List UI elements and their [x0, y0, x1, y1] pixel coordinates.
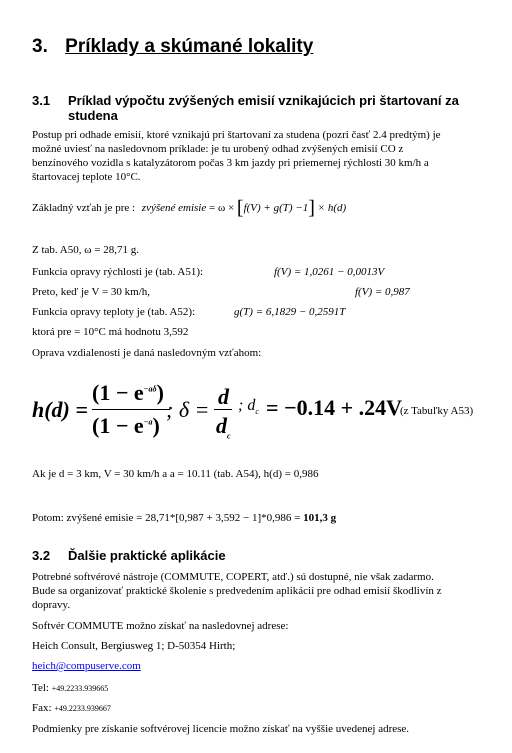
formula-denominator: $(1 - e^{-a})$	[92, 413, 160, 438]
intro-line-3: benzínového vozidla s katalyzátorom počas 3 km jazdy pri priemernej rýchlosti 30 km/h a	[32, 157, 429, 169]
commute-line: Softvér COMMUTE možno získať na nasledovnej adrese:	[32, 620, 289, 632]
speed-value: f(V) = 0,987	[355, 286, 410, 298]
formula-emissions: zvýšené emisie	[141, 202, 207, 214]
formula-hd: × h(d)	[317, 202, 347, 214]
temp-value: ktorá pre = 10°C má hodnotu 3,592	[32, 326, 189, 338]
result-value: 101,3 g	[303, 512, 337, 524]
tel-number: +49.2233.939665	[51, 684, 109, 693]
speed-label: Funkcia opravy rýchlosti je (tab. A51):	[32, 266, 204, 278]
conditions: Ak je d = 3 km, V = 30 km/h a a = 10.11 (tab. A54), h(d) = 0,986	[32, 468, 319, 480]
tel-line: Tel: +49.2233.939665	[32, 682, 109, 694]
section-3-title: Príklady a skúmané lokality	[65, 36, 314, 57]
basic-label: Základný vzťah je pre :	[32, 202, 136, 214]
address-line: Heich Consult, Bergiusweg 1; D-50354 Hirth;	[32, 640, 236, 652]
intro-line-4: štartovacej teplote 10°C.	[32, 171, 141, 183]
fax-number: +49.2233.939667	[54, 704, 111, 713]
formula-bracket: f(V) + g(T) −1	[243, 202, 309, 214]
formula-dc: ; $d_c$	[238, 397, 259, 417]
temp-formula: g(T) = 6,1829 − 0,2591T	[234, 306, 346, 318]
basic-formula: Základný vzťah je pre : zvýšené emisie = ω × [f(V) + g(T) −1] × h(d)	[32, 197, 347, 219]
s32-line-2: Bude sa organizovať praktické školenie s predvedením aplikácií pre odhad emisií škodlivín z	[32, 585, 442, 597]
formula-ref: (z Tabuľky A53)	[400, 405, 474, 417]
section-3-2-number: 3.2	[32, 548, 51, 563]
email-link[interactable]: heich@compuserve.com	[32, 660, 141, 672]
tab-a50: Z tab. A50, ω = 28,71 g.	[32, 244, 139, 256]
section-3-number: 3.	[32, 36, 48, 57]
email-link-wrap	[32, 659, 141, 673]
formula-numerator: $(1 - e^{-a\delta})$	[92, 380, 164, 405]
fax-line: Fax: +49.2233.939667	[32, 702, 111, 714]
formula-omega: = ω ×	[209, 202, 235, 214]
speed-when: Preto, keď je V = 30 km/h,	[32, 286, 151, 298]
intro-line-2: možné uviesť na nasledovnom príklade: je tu urobený odhad zvýšených emisií CO z	[32, 143, 404, 155]
delta-den: $d_c$	[216, 413, 231, 441]
formula-hd-lhs: h(d) =	[32, 397, 88, 422]
delta-fraction-bar	[214, 409, 232, 410]
formula-delta: ; δ =	[166, 397, 210, 422]
speed-formula: f(V) = 1,0261 − 0,0013V	[274, 266, 385, 278]
intro-line-1: Postup pri odhade emisií, ktoré vznikajú pri štartovaní za studena (pozri časť 2.4 predtým) je	[32, 129, 441, 141]
section-3-1-title-line1: Príklad výpočtu zvýšených emisií vznikajúcich pri štartovaní za	[68, 93, 459, 108]
formula-dc-rhs: = −0.14 + .24V	[266, 395, 402, 420]
result-line: Potom: zvýšené emisie = 28,71*[0,987 + 3,592 − 1]*0,986 = 101,3 g	[32, 512, 337, 524]
section-3-2-title: Ďalšie praktické aplikácie	[68, 548, 226, 563]
distance-label: Oprava vzdialenosti je daná nasledovným vzťahom:	[32, 347, 262, 359]
temp-label: Funkcia opravy teploty je (tab. A52):	[32, 306, 196, 318]
s32-line-1: Potrebné softvérové nástroje (COMMUTE, COPERT, atď.) sú dostupné, nie však zadarmo.	[32, 571, 434, 583]
section-3-1-title-line2: studena	[68, 108, 118, 123]
section-3-1-number: 3.1	[32, 93, 51, 108]
license-line: Podmienky pre získanie softvérovej licencie možno získať na vyššie uvedenej adrese.	[32, 723, 410, 735]
formula-fraction-bar	[92, 409, 170, 410]
delta-num: d	[218, 384, 229, 409]
section-3-heading	[32, 36, 313, 58]
s32-line-3: dopravy.	[32, 599, 71, 611]
